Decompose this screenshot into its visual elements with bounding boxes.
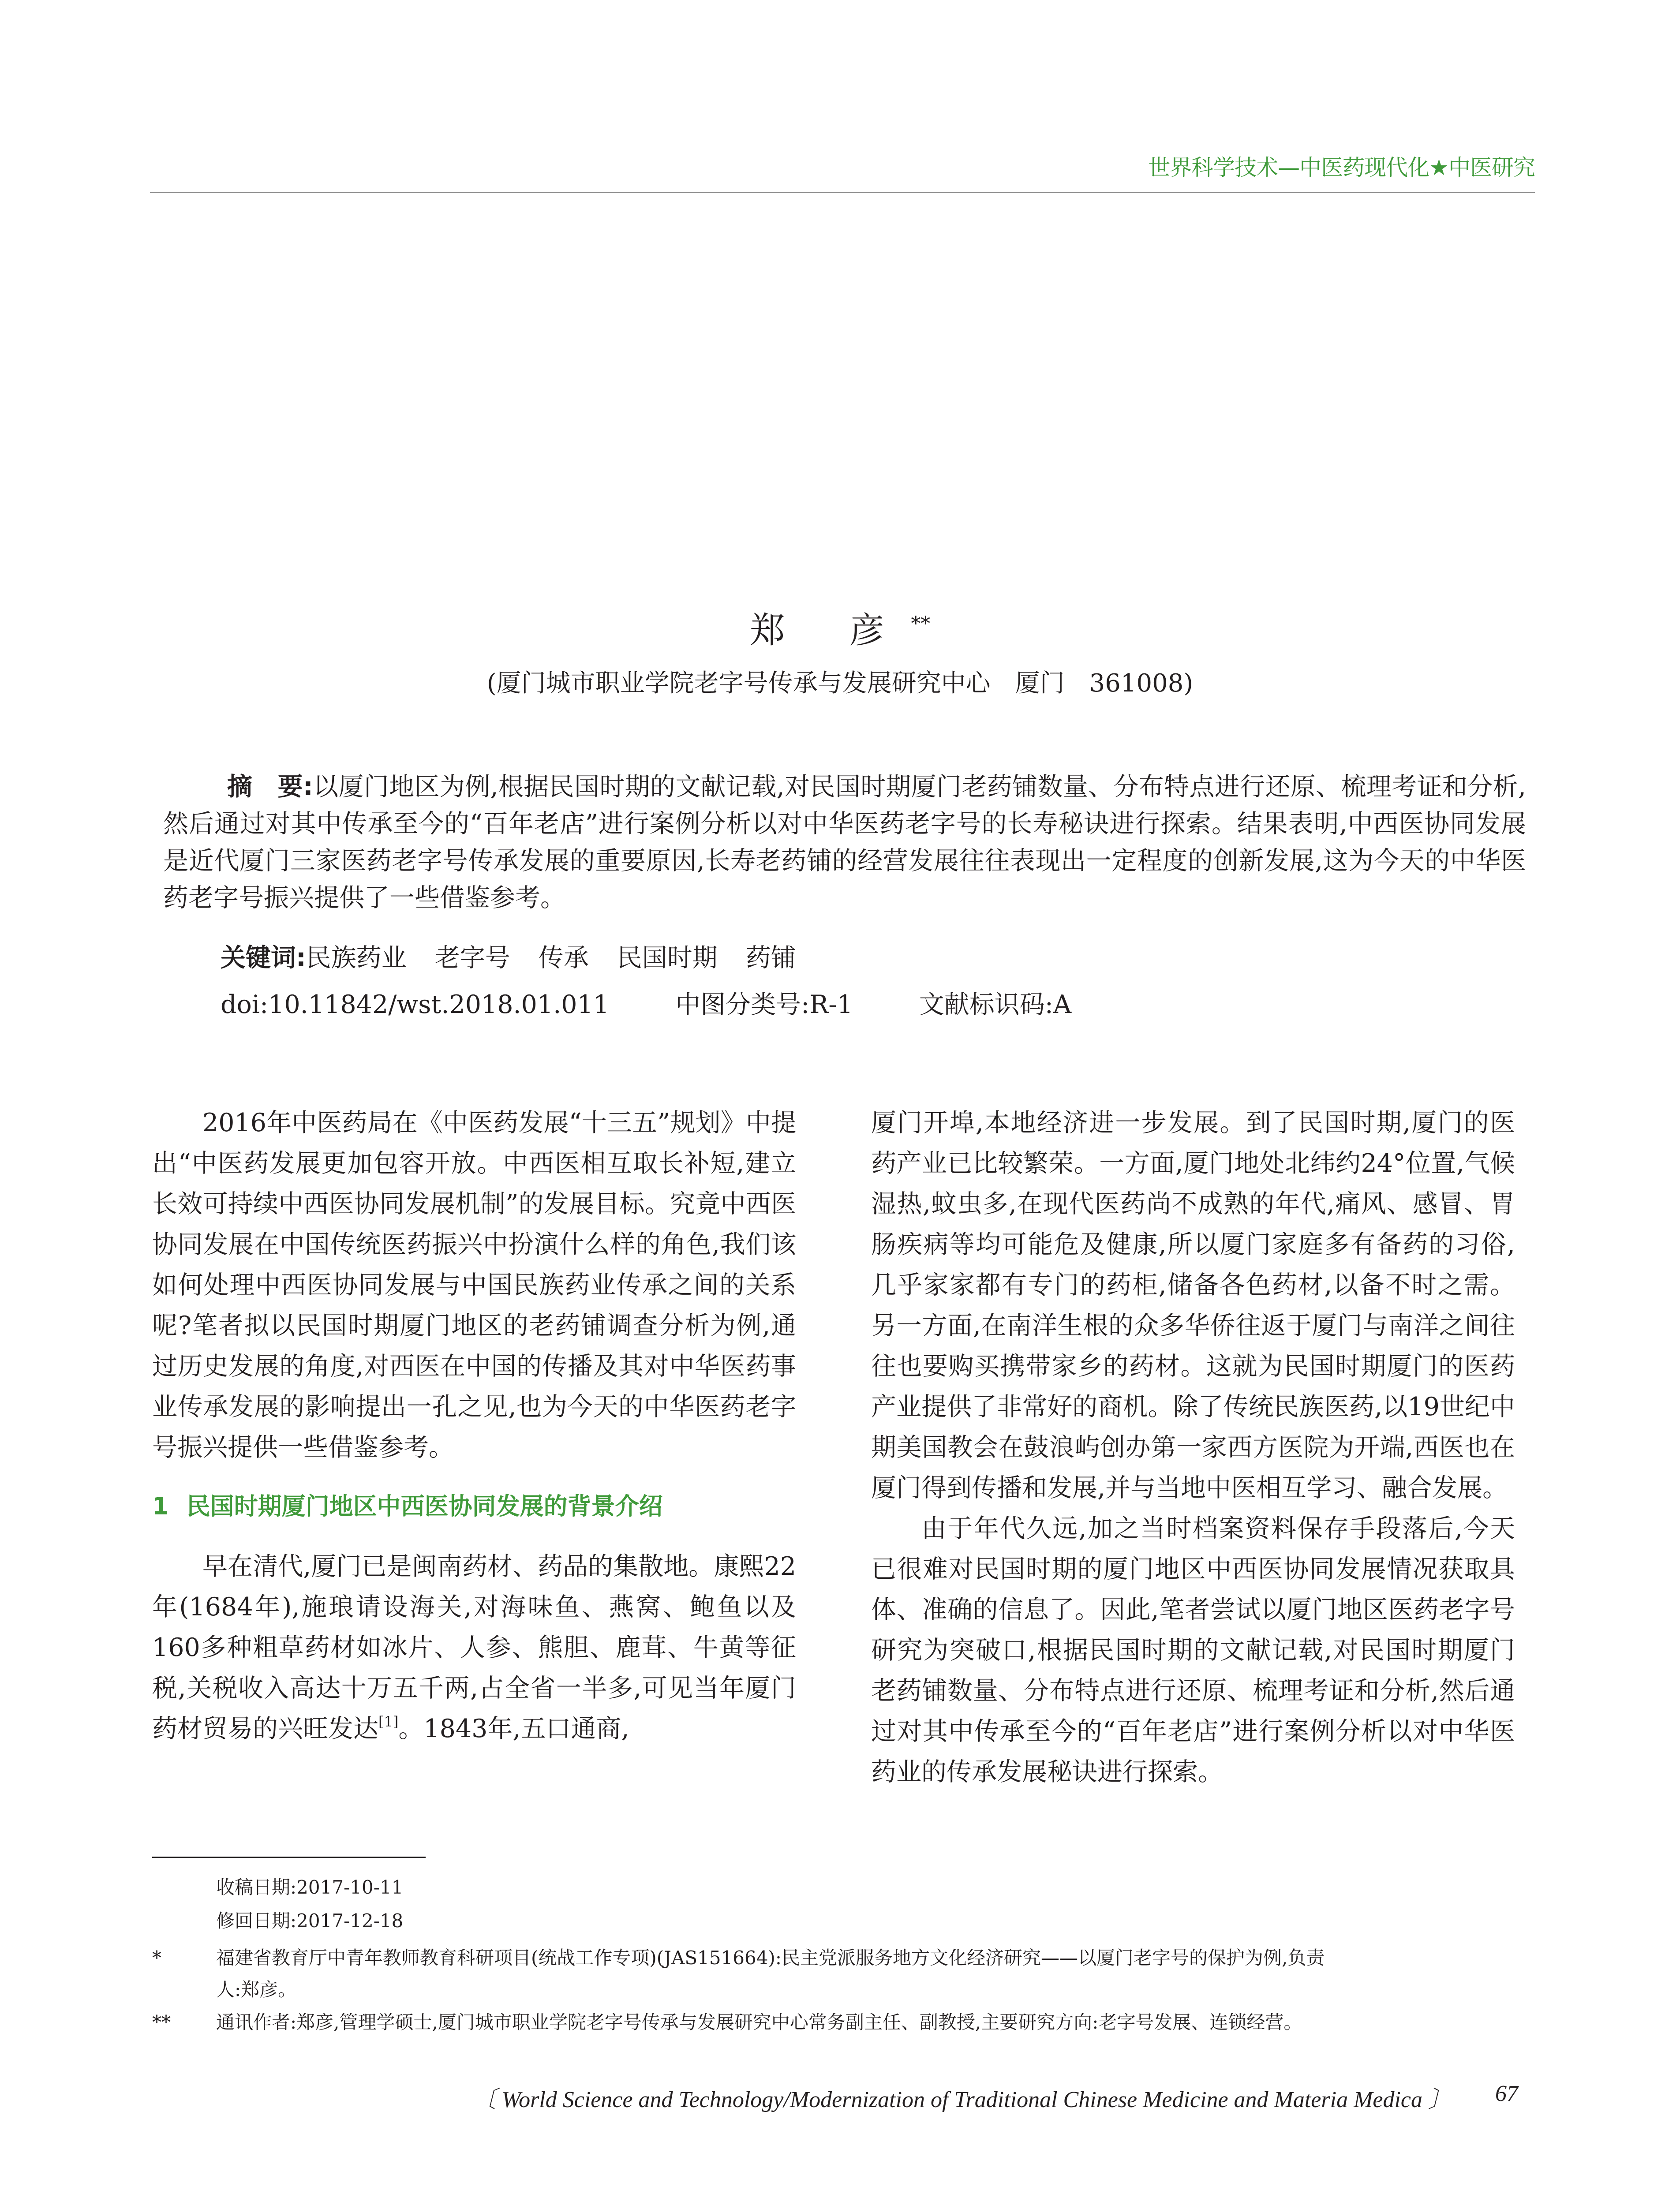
body-paragraph-tail: 。1843年,五口通商, [398,1714,629,1743]
body-column-right [871,1102,1515,1792]
author-name-text: 郑 彦 [749,610,911,651]
body-column-left [152,1102,796,1749]
abstract-text: 以厦门地区为例,根据民国时期的文献记载,对民国时期厦门老药铺数量、分布特点进行还原、梳理考证和分析,然后通过对其中传承至今的“百年老店”进行案例分析以对中华医药老字号的长寿秘诀进行探索。结果表明,中西医协同发展是近代厦门三家医药老字号传承发展的重要原因,长寿老药铺的经营发展往往表现出一定程度的创新发展,这为今天的中华医药老字号振兴提供了一些借鉴参考。 [163,772,1526,912]
document-code: 文献标识码:A [919,990,1072,1019]
running-header: 世界科学技术—中医药现代化★中医研究 [1148,155,1535,180]
footer-journal-name: 〔 World Science and Technology/Modernization of Traditional Chinese Medicine and Materia Medica 〕 [473,2087,1451,2112]
body-paragraph: 厦门开埠,本地经济进一步发展。到了民国时期,厦门的医药产业已比较繁荣。一方面,厦门地处北纬约24°位置,气候湿热,蚊虫多,在现代医药尚不成熟的年代,痛风、感冒、胃肠疾病等均可能危及健康,所以厦门家庭多有备药的习俗,几乎家家都有专门的药柜,储备各色药材,以备不时之需。另一方面,在南洋生根的众多华侨往返于厦门与南洋之间往往也要购买携带家乡的药材。这就为民国时期厦门的医药产业提供了非常好的商机。除了传统民族医药,以19世纪中期美国教会在鼓浪屿创办第一家西方医院为开端,西医也在厦门得到传播和发展,并与当地中医相互学习、融合发展。 [871,1108,1515,1502]
body-paragraph: 由于年代久远,加之当时档案资料保存手段落后,今天已很难对民国时期的厦门地区中西医协同发展情况获取具体、准确的信息了。因此,笔者尝试以厦门地区医药老字号研究为突破口,根据民国时期的文献记载,对民国时期厦门老药铺数量、分布特点进行还原、梳理考证和分析,然后通过对其中传承至今的“百年老店”进行案例分析以对中华医药业的传承发展秘诀进行探索。 [871,1514,1515,1786]
keyword-item: 传承 [538,943,589,972]
keywords-label: 关键词: [221,943,306,972]
section-title: 民国时期厦门地区中西医协同发展的背景介绍 [186,1492,663,1520]
header-rule [150,192,1535,193]
body-paragraph [152,1546,796,1749]
author-affiliation: (厦门城市职业学院老字号传承与发展研究中心 厦门 361008) [486,669,1194,698]
citation-ref: [1] [378,1713,399,1730]
footnote-contact-text: 通讯作者:郑彦,管理学硕士,厦门城市职业学院老字号传承与发展研究中心常务副主任、副教授,主要研究方向:老字号发展、连锁经营。 [216,2011,1302,2033]
page-number: 67 [1495,2081,1518,2106]
author-name [0,602,1680,653]
footnote-funding-cont: 人:郑彦。 [216,1979,297,2000]
footnote-revised-date: 修回日期:2017-12-18 [216,1910,404,1932]
abstract [163,768,1526,916]
doi: doi:10.11842/wst.2018.01.011 [221,990,610,1019]
section-number: 1 [152,1492,169,1520]
footnote-received-date: 收稿日期:2017-10-11 [216,1876,404,1898]
keyword-item: 老字号 [434,943,510,972]
article-meta [221,986,1071,1023]
footnote-rule [152,1857,426,1858]
footnote-funding-text: 福建省教育厅中青年教师教育科研项目(统战工作专项)(JAS151664):民主党派服务地方文化经济研究——以厦门老字号的保护为例,负责 [216,1947,1325,1969]
keywords [221,939,824,976]
keyword-item: 民族药业 [306,943,407,972]
footnote-symbol: ** [152,2011,171,2033]
body-paragraph-text: 早在清代,厦门已是闽南药材、药品的集散地。康熙22年(1684年),施琅请设海关,对海味鱼、燕窝、鲍鱼以及160多种粗草药材如冰片、人参、熊胆、鹿茸、牛黄等征税,关税收入高达十万五千两,占全省一半多,可见当年厦门药材贸易的兴旺发达 [152,1552,796,1743]
keyword-item: 民国时期 [617,943,718,972]
footnote-symbol: * [152,1947,161,1969]
abstract-label: 摘 要: [227,772,313,801]
section-heading [152,1486,796,1527]
footnote-contact [152,2007,1528,2038]
keyword-item: 药铺 [745,943,796,972]
footnote-funding [152,1942,1528,2006]
author-mark: ** [911,613,931,635]
clc-number: 中图分类号:R-1 [675,990,853,1019]
body-paragraph: 2016年中医药局在《中医药发展“十三五”规划》中提出“中医药发展更加包容开放。中西医相互取长补短,建立长效可持续中西医协同发展机制”的发展目标。究竟中西医协同发展在中国传统医药振兴中扮演什么样的角色,我们该如何处理中西医协同发展与中国民族药业传承之间的关系呢?笔者拟以民国时期厦门地区的老药铺调查分析为例,通过历史发展的角度,对西医在中国的传播及其对中华医药事业传承发展的影响提出一孔之见,也为今天的中华医药老字号振兴提供一些借鉴参考。 [152,1108,796,1462]
